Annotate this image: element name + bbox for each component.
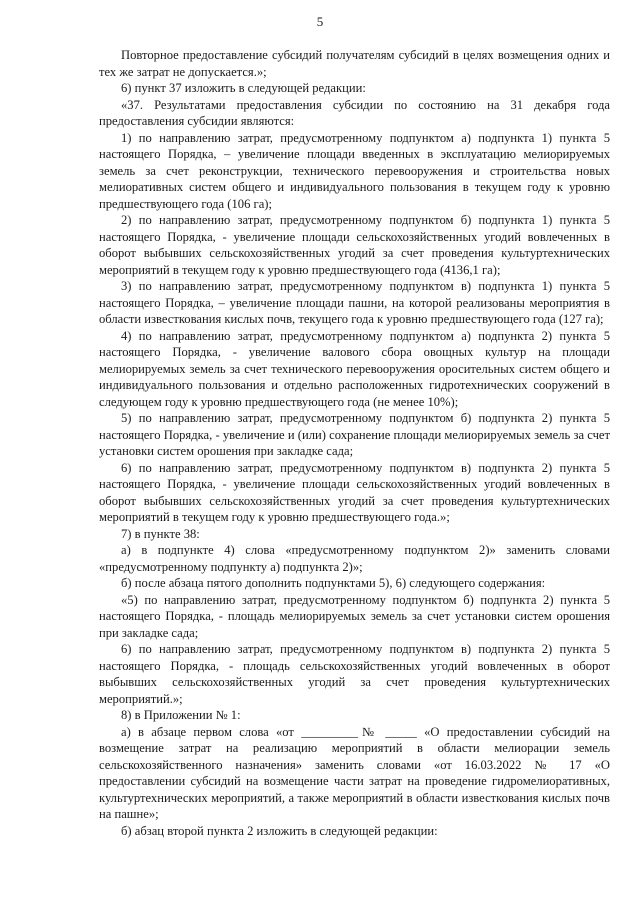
paragraph: 1) по направлению затрат, предусмотренному подпунктом а) подпункта 1) пункта 5 настоящего Порядка, – увеличение площади введенных в эксплуатацию мелиорируемых земель за счет реконструкции, технического перевооружения и строительства новых мелиоративных систем общего и индивидуального пользования в текущем году к уровню предшествующего года (106 га); [99,130,610,211]
paragraph: 7) в пункте 38: [121,526,200,541]
paragraph: 6) пункт 37 изложить в следующей редакции: [121,81,366,95]
paragraph: 5) по направлению затрат, предусмотренному подпунктом б) подпункта 2) пункта 5 настоящего Порядка, - увеличение и (или) сохранение площади мелиорируемых земель за счет установки систем орошения при закладке сада; [99,411,610,458]
paragraph: 3) по направлению затрат, предусмотренному подпунктом в) подпункта 1) пункта 5 настоящего Порядка, – увеличение площади пашни, на которой реализованы мероприятия в области известкования кислых почв, текущего года к уровню предшествующего года (127 га); [99,279,610,326]
paragraph: «37. Результатами предоставления субсидии по состоянию на 31 декабря года предоставления субсидии являются: [99,97,610,128]
page-number: 5 [316,14,324,29]
document-body [99,47,610,839]
paragraph: б) после абзаца пятого дополнить подпунктами 5), 6) следующего содержания: [121,576,546,590]
paragraph: 6) по направлению затрат, предусмотренному подпунктом в) подпункта 2) пункта 5 настоящего Порядка, - площадь сельскохозяйственных угодий вовлеченных в оборот выбывших сельскохозяйственных угодий за счет проведения культуртехнических мероприятий.»; [99,642,610,706]
paragraph: 6) по направлению затрат, предусмотренному подпунктом в) подпункта 2) пункта 5 настоящего Порядка, - увеличение площади сельскохозяйственных угодий вовлеченных в оборот выбывших сельскохозяйственных угодий за счет проведения культуртехнических мероприятий в текущем году к уровню предшествующего года.»; [99,460,610,524]
paragraph: 2) по направлению затрат, предусмотренному подпунктом б) подпункта 1) пункта 5 настоящего Порядка, - увеличение площади сельскохозяйственных угодий вовлеченных в оборот выбывших сельскохозяйственных угодий за счет проведения культуртехнических мероприятий в текущем году к уровню предшествующего года (4136,1 га); [99,213,610,277]
paragraph: «5) по направлению затрат, предусмотренному подпунктом б) подпункта 2) пункта 5 настоящего Порядка, - площадь мелиорируемых земель за счет установки систем орошения при закладке сада; [99,592,610,640]
paragraph: 8) в Приложении № 1: [121,708,241,722]
paragraph: 4) по направлению затрат, предусмотренному подпунктом а) подпункта 2) пункта 5 настоящего Порядка, - увеличение валового сбора овощных культур на площади мелиорируемых земель за счет технического перевооружения оросительных систем общего и индивидуального пользования и отдельно расположенных гидротехнических сооружений в следующем году к уровню предшествующего года (не менее 10%); [99,328,610,409]
paragraph: Повторное предоставление субсидий получателям субсидий в целях возмещения одних и тех же затрат не допускается.»; [99,48,610,79]
paragraph: б) абзац второй пункта 2 изложить в следующей редакции: [121,823,438,838]
paragraph: а) в абзаце первом слова «от _________№ _____ «О предоставлении субсидий на возмещение затрат на реализацию мероприятий в области мелиорации земель сельскохозяйственного назначения» заменить словами «от 16.03.2022 № 17 «О предоставлении субсидий на возмещение части затрат на проведение гидромелиоративных, культуртехнических мероприятий, а также мероприятий в области известкования кислых почв на пашне»; [99,724,610,821]
paragraph: а) в подпункте 4) слова «предусмотренному подпунктом 2)» заменить словами «предусмотренному подпункту а) подпункта 2)»; [99,543,610,574]
